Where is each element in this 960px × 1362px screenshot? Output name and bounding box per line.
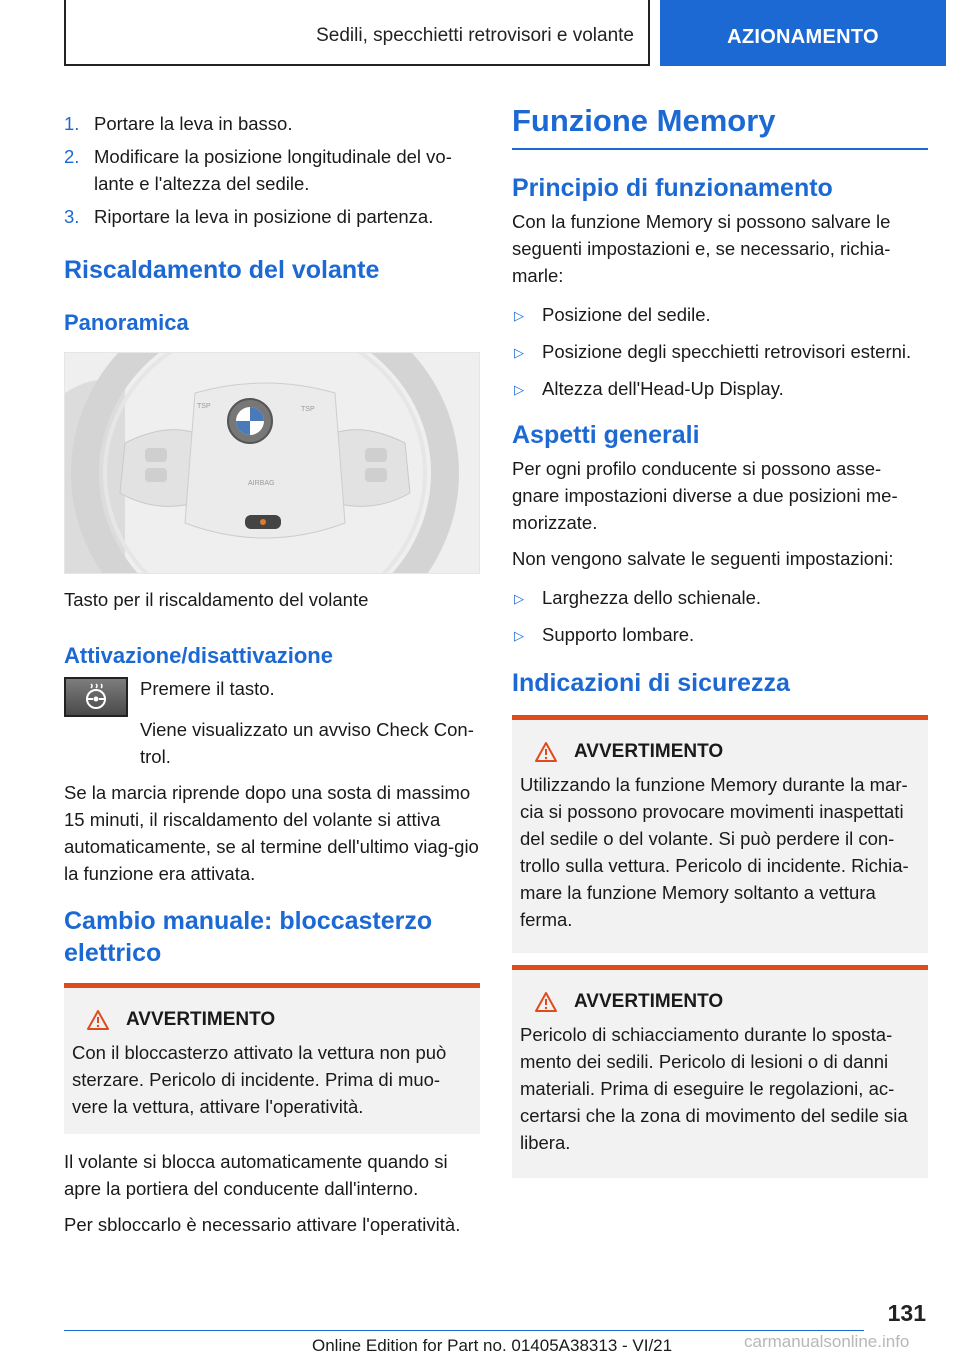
not-saved-intro: Non vengono salvate le seguenti impostazioni: bbox=[512, 548, 894, 569]
lock-text-1: Il volante si blocca automaticamente quando si apre la portiera del conducente dall'interno. bbox=[64, 1151, 448, 1199]
warning-text: Utilizzando la funzione Memory durante la mar-cia si possono provocare movimenti inaspettati del sedile o del volante. Si può perdere il con-trollo sulla vettura. Pericolo di incidente. Richia-mare la funzione Memory soltanto a vettura ferma. bbox=[520, 774, 909, 930]
header-chapter-tab bbox=[660, 0, 946, 66]
footer-watermark: carmanualsonline.info bbox=[744, 1332, 910, 1351]
warning-title bbox=[520, 738, 920, 765]
bullet-triangle-icon: ▷ bbox=[514, 308, 524, 323]
warning-triangle-icon bbox=[534, 991, 558, 1013]
steps-list bbox=[64, 110, 480, 230]
heading-safety: Indicazioni di sicurezza bbox=[512, 669, 790, 697]
list-item bbox=[512, 584, 928, 612]
step-text: Riportare la leva in posizione di partenza. bbox=[94, 206, 434, 227]
lock-text-2: Per sbloccarlo è necessario attivare l'operatività. bbox=[64, 1214, 461, 1235]
header-section-title bbox=[64, 0, 650, 66]
list-item bbox=[512, 301, 928, 329]
right-column bbox=[512, 100, 928, 1178]
heading-overview: Panoramica bbox=[64, 310, 189, 335]
heading-principle: Principio di funzionamento bbox=[512, 174, 833, 202]
image-label-airbag: AIRBAG bbox=[248, 480, 275, 487]
list-item-text: Posizione del sedile. bbox=[542, 304, 711, 325]
header-chapter-label: AZIONAMENTO bbox=[727, 25, 879, 48]
heading-general: Aspetti generali bbox=[512, 421, 700, 449]
warning-title bbox=[72, 1006, 472, 1033]
not-saved-list bbox=[512, 584, 928, 649]
warning-triangle-icon bbox=[86, 1009, 110, 1031]
list-item bbox=[512, 338, 928, 366]
image-caption: Tasto per il riscaldamento del volante bbox=[64, 589, 369, 610]
bullet-triangle-icon: ▷ bbox=[514, 591, 524, 606]
saved-settings-list bbox=[512, 301, 928, 403]
warning-title-text: AVVERTIMENTO bbox=[126, 1009, 276, 1030]
warning-text: Pericolo di schiacciamento durante lo sposta-mento dei sedili. Pericolo di lesioni o di danni materiali. Prima di eseguire le regolazioni, ac-certarsi che la zona di movimento del sedile sia libera. bbox=[520, 1024, 908, 1153]
list-item bbox=[64, 110, 480, 137]
bullet-triangle-icon: ▷ bbox=[514, 628, 524, 643]
warning-triangle-icon bbox=[534, 741, 558, 763]
page-number: 131 bbox=[887, 1300, 926, 1326]
heading-steering-lock: Cambio manuale: bloccasterzo elettrico bbox=[64, 907, 433, 967]
list-item bbox=[64, 203, 480, 230]
bullet-triangle-icon: ▷ bbox=[514, 345, 524, 360]
list-item bbox=[512, 375, 928, 403]
heading-steering-heating: Riscaldamento del volante bbox=[64, 256, 380, 284]
bullet-triangle-icon: ▷ bbox=[514, 382, 524, 397]
step-text: Modificare la posizione longitudinale del vo-lante e l'altezza del sedile. bbox=[94, 146, 452, 194]
steering-wheel-illustration bbox=[65, 353, 480, 574]
principle-text: Con la funzione Memory si possono salvare le seguenti impostazioni e, se necessario, richia-marle: bbox=[512, 211, 891, 286]
heading-memory-function: Funzione Memory bbox=[512, 103, 776, 138]
list-item-text: Altezza dell'Head-Up Display. bbox=[542, 378, 784, 399]
warning-title-text: AVVERTIMENTO bbox=[574, 741, 724, 762]
image-label-top-left: TSP bbox=[197, 403, 211, 410]
step-text: Portare la leva in basso. bbox=[94, 113, 293, 134]
warning-title bbox=[520, 988, 920, 1015]
footer-rule bbox=[64, 1330, 864, 1331]
restart-note: Se la marcia riprende dopo una sosta di massimo 15 minuti, il riscaldamento del volante si attiva automaticamente, se al termine dell'ultimo viag-gio la funzione era attivata. bbox=[64, 782, 479, 884]
steering-heating-key-icon bbox=[64, 677, 128, 717]
activation-row bbox=[64, 675, 480, 717]
step-number: 1. bbox=[64, 113, 80, 134]
step-number: 2. bbox=[64, 146, 80, 167]
step-number: 3. bbox=[64, 206, 80, 227]
warning-box bbox=[512, 715, 928, 953]
heading-rule bbox=[512, 148, 928, 150]
check-control-text: Viene visualizzato un avviso Check Con-trol. bbox=[140, 719, 474, 767]
general-text: Per ogni profilo conducente si possono asse-gnare impostazioni diverse a due posizioni me-morizzate. bbox=[512, 458, 898, 533]
activation-text bbox=[140, 675, 480, 717]
warning-title-text: AVVERTIMENTO bbox=[574, 991, 724, 1012]
press-key-text: Premere il tasto. bbox=[140, 678, 275, 699]
image-label-top-right: TSP bbox=[301, 406, 315, 413]
left-column bbox=[64, 110, 480, 1247]
list-item-text: Larghezza dello schienale. bbox=[542, 587, 762, 608]
heading-activation: Attivazione/disattivazione bbox=[64, 643, 333, 668]
warning-box bbox=[64, 983, 480, 1134]
footer-edition: Online Edition for Part no. 01405A38313 - VI/21 bbox=[312, 1336, 673, 1355]
list-item bbox=[64, 143, 480, 197]
warning-text: Con il bloccasterzo attivato la vettura non può sterzare. Pericolo di incidente. Prima di muo-vere la vettura, attivare l'operatività. bbox=[72, 1042, 447, 1117]
list-item-text: Posizione degli specchietti retrovisori esterni. bbox=[542, 341, 912, 362]
list-item-text: Supporto lombare. bbox=[542, 624, 695, 645]
warning-box bbox=[512, 965, 928, 1178]
steering-wheel-image bbox=[64, 352, 480, 574]
header-section-label: Sedili, specchietti retrovisori e volante bbox=[316, 25, 634, 46]
list-item bbox=[512, 621, 928, 649]
